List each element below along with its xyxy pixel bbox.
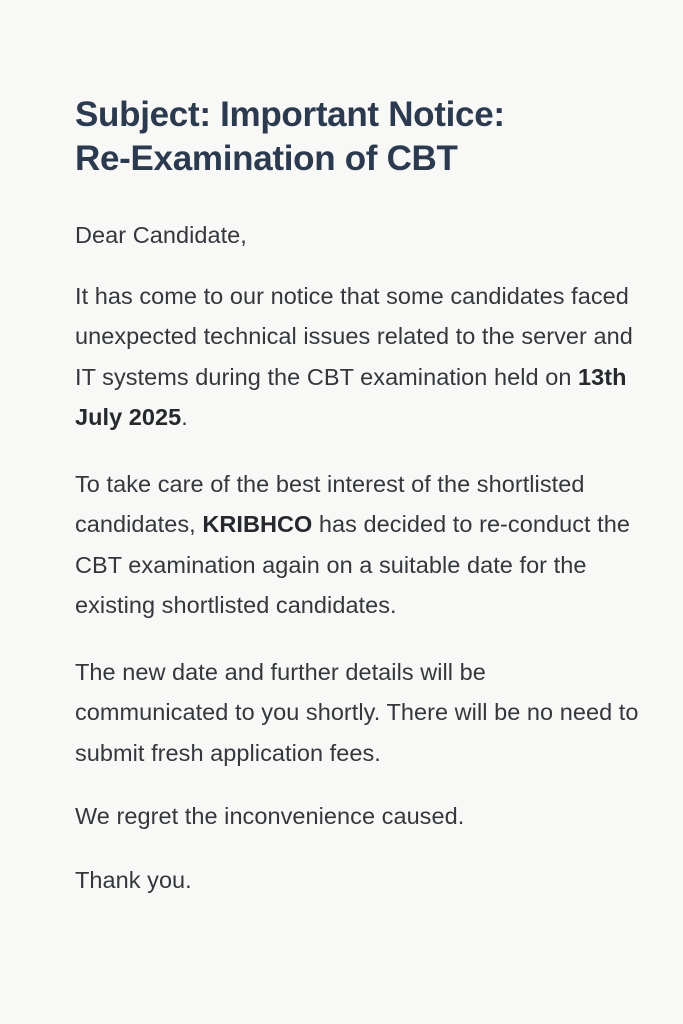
closing-text: Thank you. — [75, 866, 192, 893]
paragraph-regret: We regret the inconvenience caused. — [75, 803, 465, 829]
paragraph-1-text: It has come to our notice that some candidates faced unexpected technical issues related to the server and IT systems during the CBT examination held on — [75, 282, 633, 390]
subject-line-1: Subject: Important Notice: — [75, 95, 505, 134]
paragraph-new-date: The new date and further details will be communicated to you shortly. There will be no need to submit fresh application fees. — [75, 658, 639, 766]
paragraph-1-period: . — [181, 404, 188, 430]
exam-date: 13th July 2025 — [75, 363, 627, 430]
paragraph-2-text-start: To take care of the best interest of the shortlisted candidates, — [75, 470, 585, 537]
greeting: Dear Candidate, — [75, 222, 247, 248]
paragraph-2-text-end: has decided to re-conduct the CBT examination again on a suitable date for the existing shortlisted candidates. — [75, 511, 630, 618]
paragraph-reconduct — [75, 464, 643, 626]
paragraph-technical-issues — [75, 276, 643, 438]
subject-line-2: Re-Examination of CBT — [75, 139, 458, 178]
notice-subject — [75, 93, 643, 181]
organization-name: KRIBHCO — [202, 511, 313, 537]
